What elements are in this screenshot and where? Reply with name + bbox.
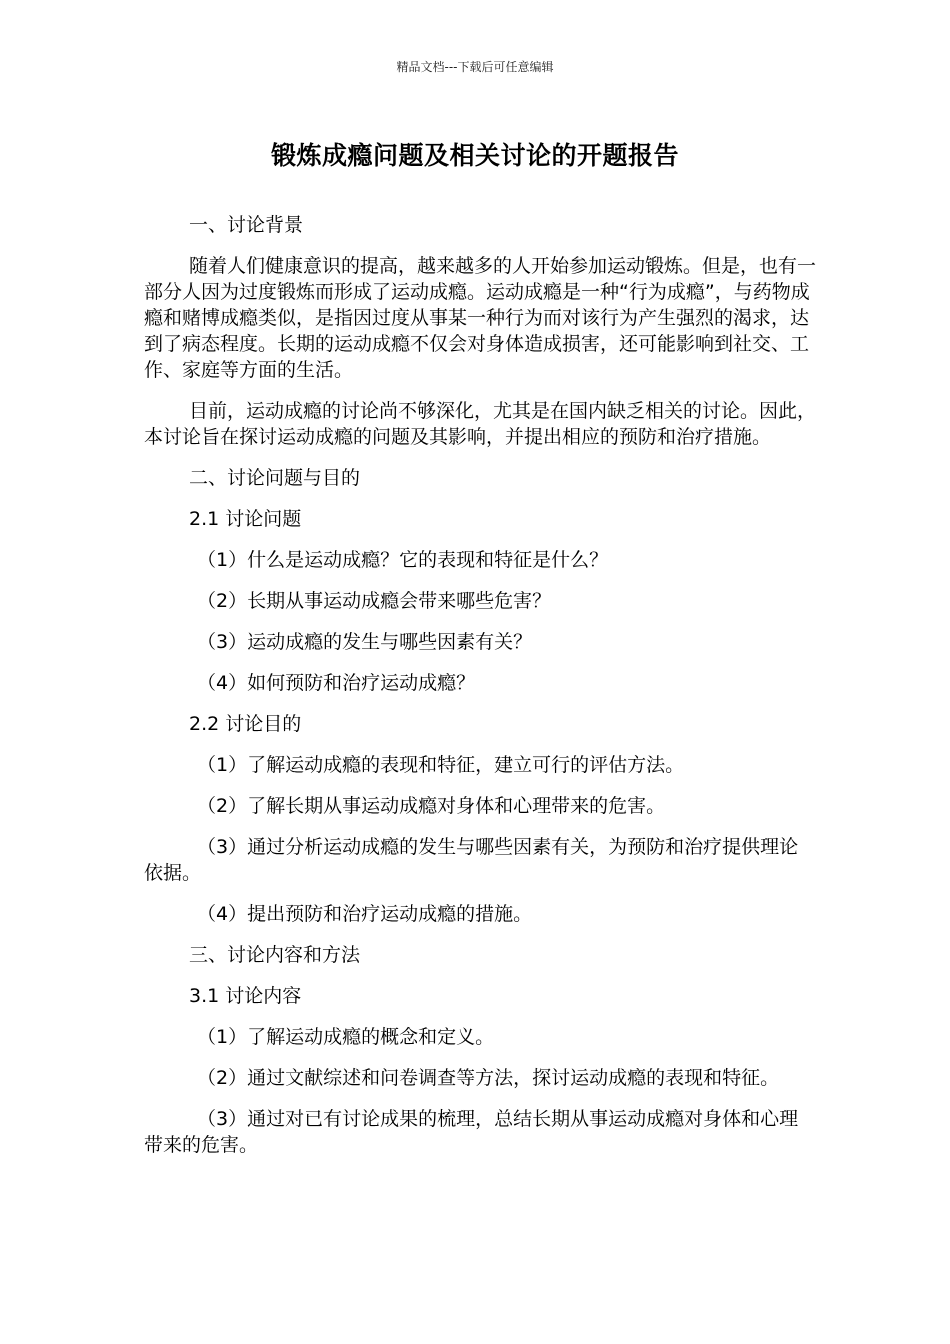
subsection-heading: 2.2 讨论目的 — [189, 713, 302, 735]
list-item: （2）了解长期从事运动成瘾对身体和心理带来的危害。 — [197, 795, 666, 817]
list-item: （1）什么是运动成瘾？它的表现和特征是什么？ — [197, 549, 609, 571]
list-item: （3）运动成瘾的发生与哪些因素有关？ — [197, 631, 533, 653]
paragraph: 随着人们健康意识的提高，越来越多的人开始参加运动锻炼。但是，也有一部分人因为过度锻炼而形成了运动成瘾。运动成瘾是一种“行为成瘾”，与药物成瘾和赌博成瘾类似，是指因过度从事某一种行为而对该行为产生强烈的渴求，达到了病态程度。长期的运动成瘾不仅会对身体造成损害，还可能影响到社交、工作、家庭等方面的生活。 — [144, 255, 817, 381]
subsection-heading: 3.1 讨论内容 — [189, 985, 302, 1007]
list-item: （1）了解运动成瘾的概念和定义。 — [197, 1026, 495, 1048]
list-item: （4）如何预防和治疗运动成瘾？ — [197, 672, 476, 694]
list-item: （4）提出预防和治疗运动成瘾的措施。 — [197, 903, 533, 925]
list-item: （2）长期从事运动成瘾会带来哪些危害？ — [197, 590, 552, 612]
paragraph: 目前，运动成瘾的讨论尚不够深化，尤其是在国内缺乏相关的讨论。因此，本讨论旨在探讨运动成瘾的问题及其影响，并提出相应的预防和治疗措施。 — [144, 400, 817, 448]
list-item: （3）通过分析运动成瘾的发生与哪些因素有关，为预防和治疗提供理论依据。 — [144, 836, 799, 884]
page-header-note: 精品文档---下载后可任意编辑 — [396, 60, 554, 74]
list-item: （2）通过文献综述和问卷调查等方法，探讨运动成瘾的表现和特征。 — [197, 1067, 780, 1089]
document-title: 锻炼成瘾问题及相关讨论的开题报告 — [270, 141, 679, 170]
section-heading: 二、讨论问题与目的 — [189, 467, 361, 489]
document-body — [144, 212, 816, 1173]
section-heading: 一、讨论背景 — [189, 214, 304, 236]
list-item: （1）了解运动成瘾的表现和特征，建立可行的评估方法。 — [197, 754, 685, 776]
list-item: （3）通过对已有讨论成果的梳理，总结长期从事运动成瘾对身体和心理带来的危害。 — [144, 1108, 799, 1156]
section-heading: 三、讨论内容和方法 — [189, 944, 361, 966]
subsection-heading: 2.1 讨论问题 — [189, 508, 302, 530]
